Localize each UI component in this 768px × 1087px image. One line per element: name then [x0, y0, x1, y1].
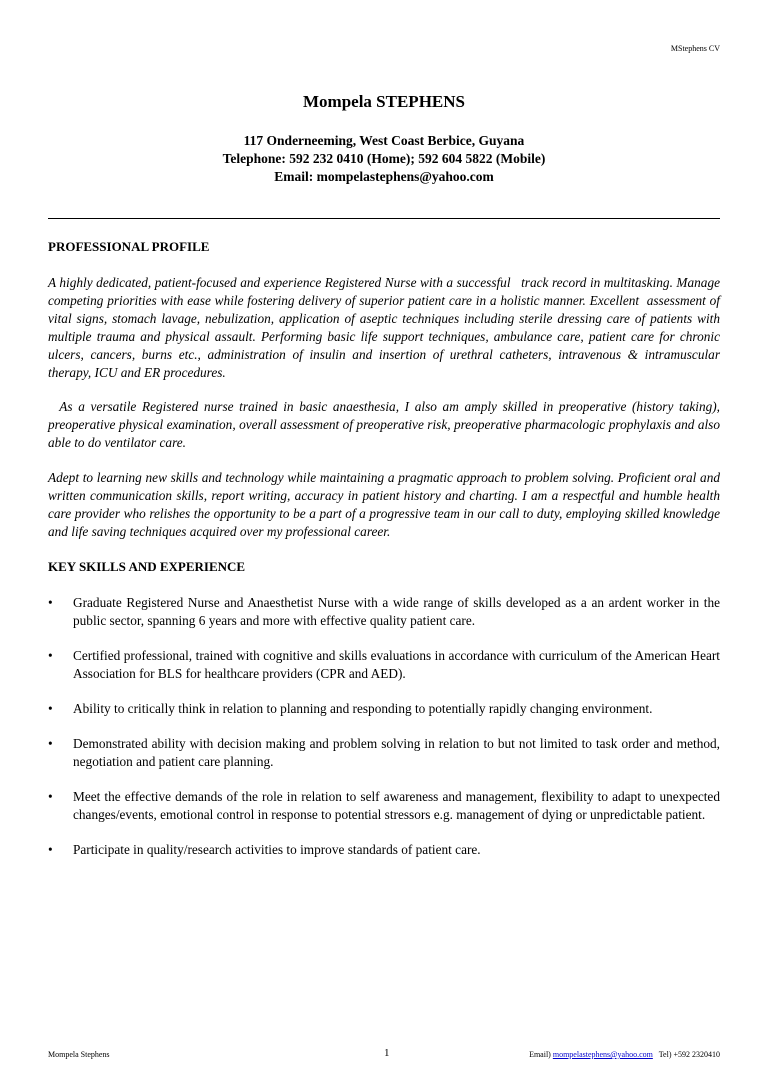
footer-tel: Tel) +592 2320410: [652, 1050, 720, 1059]
skill-text: Ability to critically think in relation to planning and responding to potentially rapidly changing environment.: [73, 700, 653, 716]
footer-contact: [529, 1050, 720, 1059]
bullet-icon: •: [48, 700, 53, 716]
page-footer: [48, 1047, 720, 1061]
bullet-icon: •: [48, 841, 53, 857]
telephone-line: Telephone: 592 232 0410 (Home); 592 604 5822 (Mobile): [222, 151, 546, 166]
skill-text: Demonstrated ability with decision making and problem solving in relation to but not limited to task order and method, negotiation and patient care planning.: [73, 735, 720, 769]
candidate-name: Mompela STEPHENS: [303, 92, 465, 111]
running-header: MStephens CV: [670, 44, 720, 53]
bullet-icon: •: [48, 788, 53, 804]
address-line: 117 Onderneeming, West Coast Berbice, Guyana: [243, 133, 525, 148]
profile-paragraph: Adept to learning new skills and technology while maintaining a pragmatic approach to problem solving. Proficient oral and written communication skills, report writing, accuracy in patient history and charting. I am a respectful and humble health care provider who relishes the opportunity to be a part of a progressive team in our call to duty, employing skilled knowledge and life saving techniques acquired over my professional career.: [48, 470, 720, 539]
bullet-icon: •: [48, 735, 53, 751]
skill-text: Certified professional, trained with cognitive and skills evaluations in accordance with curriculum of the American Heart Association for BLS for healthcare providers (CPR and AED).: [73, 647, 720, 681]
footer-email-link[interactable]: mompelastephens@yahoo.com: [552, 1050, 653, 1059]
skill-item: [48, 594, 720, 630]
email-line: Email: mompelastephens@yahoo.com: [274, 169, 494, 184]
profile-heading: PROFESSIONAL PROFILE: [48, 239, 210, 254]
contact-block: [0, 132, 768, 186]
footer-name: Mompela Stephens: [48, 1050, 110, 1059]
skill-text: Graduate Registered Nurse and Anaesthetist Nurse with a wide range of skills developed as a an ardent worker in the public sector, spanning 6 years and more with effective quality patient care.: [73, 594, 720, 628]
page-number: 1: [384, 1047, 390, 1059]
bullet-icon: •: [48, 647, 53, 663]
skill-item: [48, 647, 720, 683]
skill-text: Participate in quality/research activities to improve standards of patient care.: [73, 841, 481, 857]
profile-paragraph: A highly dedicated, patient-focused and experience Registered Nurse with a successful track record in multitasking. Manage competing priorities with ease while fostering delivery of superior patient care in a holistic manner. Excellent assessment of vital signs, stomach lavage, nebulization, application of aseptic techniques including sterile dressing care of patients with multiple trauma and physical assault. Performing basic life support techniques, ambulance care, patient care for chronic ulcers, cancers, burns etc., administration of insulin and insertion of urethral catheters, intravenous & intramuscular therapy, ICU and ER procedures.: [48, 275, 724, 380]
header-divider: [48, 218, 720, 219]
profile-paragraph: As a versatile Registered nurse trained in basic anaesthesia, I also am amply skilled in preoperative (history taking), preoperative physical examination, overall assessment of preoperative risk, preoperative pharmacologic prophylaxis and also able to do ventilator care.: [48, 399, 724, 451]
footer-email-label: Email): [529, 1050, 553, 1059]
skill-item: [48, 735, 720, 771]
skill-item: [48, 841, 720, 859]
bullet-icon: •: [48, 594, 53, 610]
skill-text: Meet the effective demands of the role in relation to self awareness and management, flexibility to adapt to unexpected changes/events, emotional control in response to potential stressors e.g. management of dying or unpredictable patient.: [73, 788, 720, 822]
cv-body: [48, 238, 724, 876]
skills-heading: KEY SKILLS AND EXPERIENCE: [48, 558, 246, 574]
skill-item: [48, 700, 720, 718]
skills-list: [48, 594, 720, 859]
key-skills-section: [48, 558, 720, 859]
professional-profile-section: [48, 238, 724, 541]
skill-item: [48, 788, 720, 824]
